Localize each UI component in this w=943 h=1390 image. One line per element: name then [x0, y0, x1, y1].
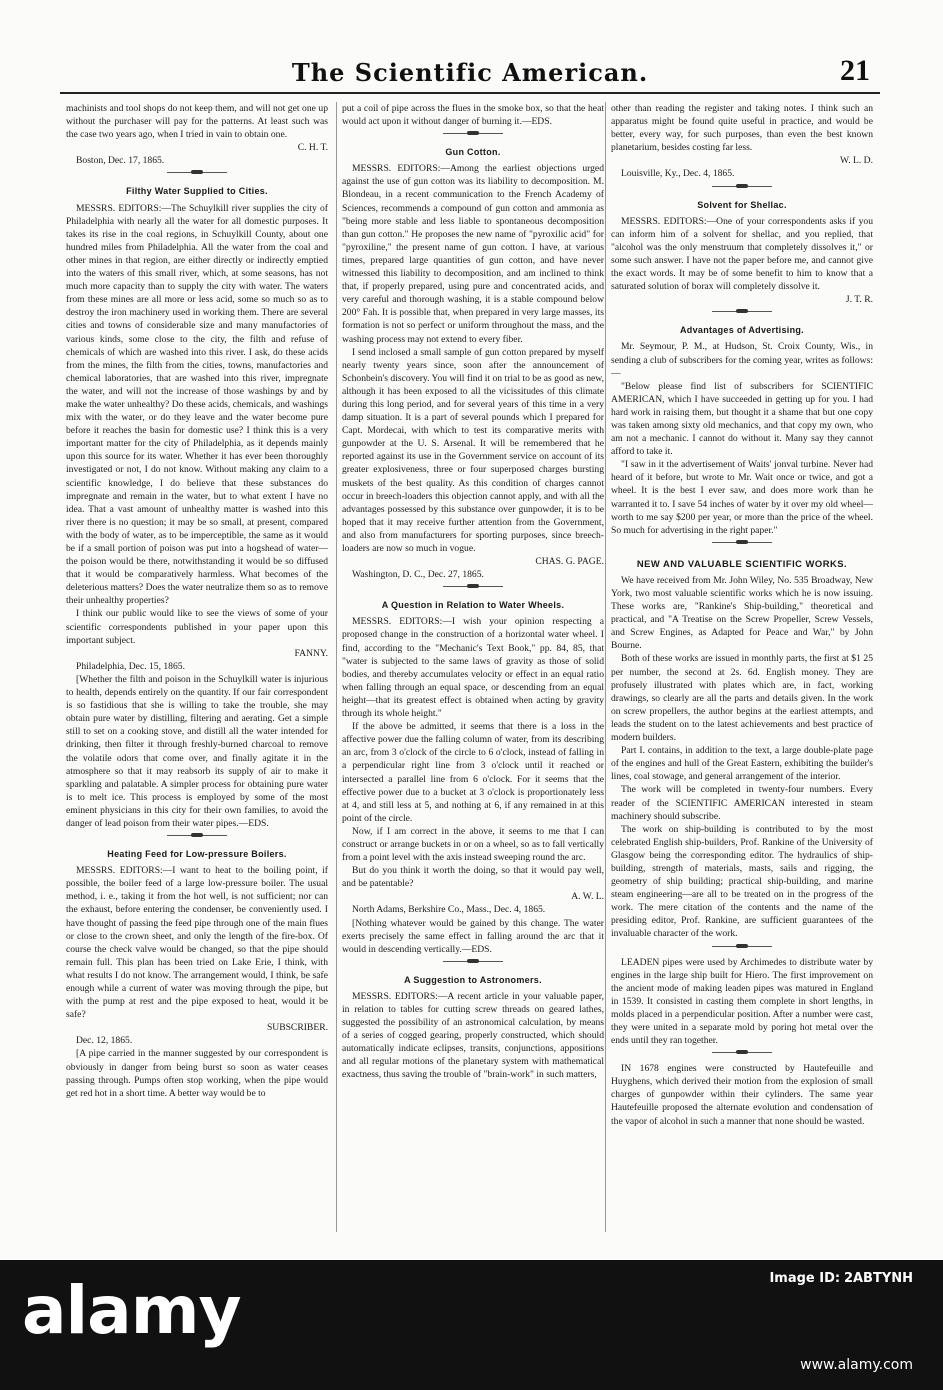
paragraph: "I saw in it the advertisement of Waits' jonval turbine. Never had heard of it before, but wrote to Mr. Wait once or twice, and got a wheel. It is the best I ever saw, and does more work than he warranted it to. I save 54 inches of water by it over my old wheel—worth to me say $200 per year, or more than the price of the wheel. So much for advertising in the right paper.": [611, 459, 873, 536]
paragraph: Mr. Seymour, P. M., at Hudson, St. Croix County, Wis., in sending a club of subscribers for the coming year, writes as follows:—: [611, 341, 873, 379]
dateline: Boston, Dec. 17, 1865.: [76, 155, 165, 167]
signature: J. T. R.: [845, 294, 873, 306]
image-id: [769, 1271, 913, 1286]
article-heading: Filthy Water Supplied to Cities.: [126, 186, 268, 197]
divider-ornament: [712, 946, 772, 953]
paragraph: MESSRS. EDITORS:—The Schuylkill river supplies the city of Philadelphia with nearly all the water for all domestic purposes. It takes its rise in the coal regions, in Schuylkill County, about one hundred miles from Philadelphia. All the water from the coal and other mines in that region, are either directly or indirectly emptied into the waters of this small river, which, at some seasons, has not much more capacity than to supply the city with water. The waters from these mines are all more or less acid, some so much so as to destroy the iron machinery used in working them. There are several cities and towns of considerable size and many manufactories of various kinds, some close to the city, the filth and refuse of chemicals of which are washed into this river. I ask, do these acids from the mines, the filth from the cities, towns, manufactories and chemical laboratories, that are washed into this river, impregnate the water, and will not the increase of those washings by and by make the water unhealthy? Do these acids, chemicals, and washings mix with the water, or do they leave and the water become pure before it reaches the basin for domestic use? I think this is a very important matter for the city of Philadelphia, as it depends mainly upon this source for its water. Whether it has ever been thoroughly investigated or not, I do not know. Without making any claim to a scientific knowledge, I do believe that these substances do impregnate and remain in the water, but to what extent I have no idea. That a vast amount of unhealthy matter is washed into this river there is no question; it may be so small, at present, compared with the body of water, as to be imperceptible, the same as it would be if a small portion of poison was put into a hogshead of water—the poison would be there, notwithstanding it would be so diffused that it would be comparatively harmless. What becomes of the deleterious matters? Does the water neutralize them so as to remove their unhealthy properties?: [66, 202, 328, 607]
dateline: North Adams, Berkshire Co., Mass., Dec. 4, 1865.: [352, 904, 546, 916]
signature: FANNY.: [294, 647, 328, 659]
column-1: [66, 102, 328, 1232]
paragraph: IN 1678 engines were constructed by Hautefeuille and Huyghens, which derived their motion from the explosion of small charges of gunpowder within their cylinders. The same year Hautefeuille proposed the alternate evolution and condensation of the vapor of alcohol in such a manner that none should be wasted.: [611, 1063, 873, 1127]
paragraph: I think our public would like to see the views of some of your scientific correspondents published in your paper upon this important subject.: [66, 608, 328, 646]
paragraph: But do you think it worth the doing, so that it would pay well, and be patentable?: [342, 865, 604, 890]
dateline: Louisville, Ky., Dec. 4, 1865.: [621, 168, 735, 180]
column-rule-2: [605, 102, 606, 1232]
paragraph: LEADEN pipes were used by Archimedes to distribute water by engines in the large ship built for Hiero. The first improvement on the ancient mode of making leaden pipes was matured in England in 1539. It consisted in casting them complete in short lengths, in molds placed in a perpendicular position. After a number were cast, they were united in a separate mold by poring hot metal over the ends until they ran together.: [611, 956, 873, 1047]
divider-ornament: [712, 542, 772, 549]
paragraph: [A pipe carried in the manner suggested by our correspondent is obviously in danger from being burst so soon as water ceases passing through. Pumps often stop working, when the pipe would get red hot in a short time. A better way would be to: [66, 1048, 328, 1099]
article-heading: Heating Feed for Low-pressure Boilers.: [107, 849, 287, 860]
paragraph: MESSRS. EDITORS:—I want to heat to the boiling point, if possible, the boiler feed of a large low-pressure boiler. The usual method, i. e., taking it from the hot well, is not sufficient; nor can the exhaust, before entering the condenser, be conveniently used. I have thought of passing the feed pipe through one of the main flues or close to the crown sheet, and only the length of the fire-box. Of course the check valve would be changed, so that the pipe should remain full. This plan has been tried on Lake Erie, I think, with what results I do not know. The arrangement would, I think, be safe enough while a current of water was moving through the pipe, but with the pump at rest and the pipe exposed to heat, would it be safe?: [66, 865, 328, 1021]
header-rule: [60, 92, 880, 94]
site-url: www.alamy.com: [800, 1357, 913, 1373]
paragraph: MESSRS. EDITORS:—I wish your opinion respecting a proposed change in the construction of a horizontal water wheel. I find, according to the "Mechanic's Text Book," pp. 84, 85, that "water is subjected to the same laws of gravity as those of solid bodies, and thereby accumulates velocity or effect in an equal ratio when falling through an equal space, or descending from an equal height—that its greatest effect is obtained when acting by gravity through its whole height.": [342, 616, 604, 720]
paragraph: machinists and tool shops do not keep them, and will not get one up without the purchaser will pay for the patterns. At least such was the case two years ago, when I tried in vain to obtain one.: [66, 103, 328, 141]
paragraph: Part I. contains, in addition to the text, a large double-plate page of the engines and hull of the Great Eastern, exhibiting the builder's lines, coal stowage, and general arrangement of the interior.: [611, 745, 873, 783]
article-heading: Advantages of Advertising.: [680, 325, 804, 336]
paragraph: Both of these works are issued in monthly parts, the first at $1 25 per number, the second at 2s. 6d. English money. They are profusely illustrated with plates which are, in fact, working drawings, so clearly are all the parts and details given. In the work on screw propellers, the author begins at the earliest attempts, and leads the student on to the latest achievements and best practice of modern builders.: [611, 653, 873, 744]
section-heading: NEW AND VALUABLE SCIENTIFIC WORKS.: [636, 557, 848, 569]
divider-ornament: [712, 311, 772, 318]
paragraph: MESSRS. EDITORS:—A recent article in your valuable paper, in relation to tables for cutting screw threads on geared lathes, suggested the possibility of an astronomical calculation, by means of a series of cogged gearing, properly constructed, which should automatically indicate eclipses, transits, conjunctions, appositions and all regular motions of the planetary system with mathematical exactness, thus saving the trouble of "brain-work" in such matters,: [342, 990, 604, 1081]
dateline: Philadelphia, Dec. 15, 1865.: [76, 660, 185, 672]
signature: CHAS. G. PAGE.: [535, 556, 604, 568]
paragraph: put a coil of pipe across the flues in the smoke box, so that the heat would act upon it without danger of burning it.—EDS.: [342, 103, 604, 128]
signature: W. L. D.: [840, 155, 873, 167]
column-3: [611, 102, 873, 1232]
signature: A. W. L.: [571, 891, 604, 903]
page-number: 21: [840, 54, 870, 87]
alamy-logo: alamy: [22, 1272, 241, 1349]
article-heading: A Suggestion to Astronomers.: [404, 974, 542, 985]
image-id-label: Image ID:: [769, 1271, 841, 1286]
divider-ornament: [167, 835, 227, 842]
paragraph: [Nothing whatever would be gained by this change. The water exerts precisely the same effect in falling around the arc that it would in descending vertically.—EDS.: [342, 917, 604, 955]
masthead-title: The Scientific American.: [291, 58, 649, 87]
paragraph: We have received from Mr. John Wiley, No. 535 Broadway, New York, two most valuable scientific works which he is now issuing. These works are, "Rankine's Ship-building," theoretical and practical, and "A Treatise on the Screw Propeller, Screw Vessels, and Screw Engines, as Adapted for Peace and War," by John Bourne.: [611, 574, 873, 652]
paragraph: MESSRS. EDITORS:—One of your correspondents asks if you can inform him of a solvent for shellac, and you replied, that "alcohol was the only menstruum that completely dissolves it," or some such answer. I have not the paper before me, and cannot give the exact words. It may be of some benefit to him to know that a saturated solution of borax will completely dissolve it.: [611, 215, 873, 293]
signature: C. H. T.: [297, 142, 328, 154]
signature: SUBSCRIBER.: [266, 1022, 328, 1034]
divider-ornament: [443, 133, 503, 140]
dateline: Dec. 12, 1865.: [76, 1035, 133, 1047]
paragraph: I send inclosed a small sample of gun cotton prepared by myself nearly twenty years since, soon after the announcement of Schonbein's discovery. You will find it on trial to be as good as new, although it has been exposed to all the vicissitudes of this climate during this long period, and for several years of this time in a very damp situation. It is a part of several pounds which I prepared for Capt. Mordecai, with which to test its comparative merits with gunpowder at the U. S. Arsenal. It will be remembered that he reported against its use in the Government service on account of its greater explosiveness, three or four superposed charges bursting muskets of the best quality. As this condition of charges cannot occur in breech-loaders this objection cannot apply, and with all the advantages possessed by this substance over gunpowder, it is to be hoped that it may receive further attention from the Government, and also from manufacturers for sporting purposes, since breech-loaders are now so much in vogue.: [342, 346, 604, 554]
divider-ornament: [443, 961, 503, 968]
article-heading: A Question in Relation to Water Wheels.: [381, 600, 565, 611]
page-header: [60, 54, 880, 98]
paragraph: Now, if I am correct in the above, it seems to me that I can construct or arrange buckets in or on a wheel, so as to fall vertically from a point level with the axis instead sweeping round the arc.: [342, 825, 604, 864]
image-id-value: 2ABTYNH: [843, 1271, 913, 1286]
paragraph: other than reading the register and taking notes. I think such an apparatus might be found quite useful in practice, and would be better, every way, for such purposes, than even the best known planetarium, besides costing far less.: [611, 103, 873, 154]
paragraph: MESSRS. EDITORS:—Among the earliest objections urged against the use of gun cotton was its liability to decomposition. M. Blondeau, in a recent communication to the French Academy of Sciences, recommends a compound of gun cotton and ammonia as "being more stable and less liable to spontaneous decomposition than gun cotton." He proposes the new name of "pyroxilic acid" for "pyroxiline," the present name of gun cotton. I have, at various times, prepared large quantities of gun cotton, and have never witnessed this liability to decomposition, and am inclined to think that, if properly prepared, using pure and concentrated acids, and very careful and thorough washing, it is a stable compound below 200° Fah. It is possible that, when prepared in very large masses, its formation is not so perfect or uniform throughout the mass, and the washing process may not extend to every fiber.: [342, 163, 604, 345]
paragraph: The work on ship-building is contributed to by the most celebrated English ship-builders, Prof. Rankine of the University of Glasgow being the corresponding editor. The hydraulics of ship-building, strength of materials, masts, sails and rigging, the geometry of ship building; practical ship-building, and marine steam engineering—are all to be treated on in the progress of the work. The mere citation of the contents and the name of the presiding editor, Prof. Rankine, are sufficient guarantees of the invaluable character of the work.: [611, 823, 873, 940]
divider-ornament: [712, 186, 772, 193]
paragraph: [Whether the filth and poison in the Schuylkill water is injurious to health, depends entirely on the quantity. If our fair correspondent is so fastidious that she is willing to take the trouble, she may obtain pure water by distilling, filtering and aerating. Get a simple still to set on a cooking stove, and distill all the water intended for drinking, then filter it through freshly-burned charcoal to remove the volatile odors that come over, and finally agitate it in the atmosphere so that it may reabsorb its supply of air to make it sparkling and palatable. A simpler process for obtaining pure water is to melt ice. This process is employed by some of the most eminent physicians in this city for their own families, to avoid the danger of lead poison from their water pipes.—EDS.: [66, 673, 328, 829]
column-rule-1: [336, 102, 337, 1232]
paragraph: "Below please find list of subscribers for SCIENTIFIC AMERICAN, which I have succeeded in getting up for you. I had hard work in raising them, but thought it a shame that but one copy was taken among sixty old mechanics, and that copy my own, who am not a mechanic. I cannot do without it. Many say they cannot afford to take it.: [611, 380, 873, 458]
divider-ornament: [167, 172, 227, 179]
dateline: Washington, D. C., Dec. 27, 1865.: [352, 569, 484, 581]
article-heading: Solvent for Shellac.: [697, 199, 787, 210]
divider-ornament: [712, 1052, 772, 1059]
paragraph: The work will be completed in twenty-four numbers. Every reader of the SCIENTIFIC AMERICAN interested in steam machinery should subscribe.: [611, 784, 873, 822]
column-2: [342, 102, 604, 1232]
paragraph: If the above be admitted, it seems that there is a loss in the affective power due the falling column of water, from its describing an arc, from 3 o'clock of the circle to 6 o'clock, instead of falling in a perpendicular right line from 3 o'clock until it reached or intersected a parallel line from 6 o'clock. For it seems that the effective power due to a bucket at 3 o'clock is proportionately less at 4, and still less at 5, and nothing at 6, if any remained in at this point of the circle.: [342, 721, 604, 824]
divider-ornament: [443, 586, 503, 593]
article-heading: Gun Cotton.: [445, 147, 501, 158]
